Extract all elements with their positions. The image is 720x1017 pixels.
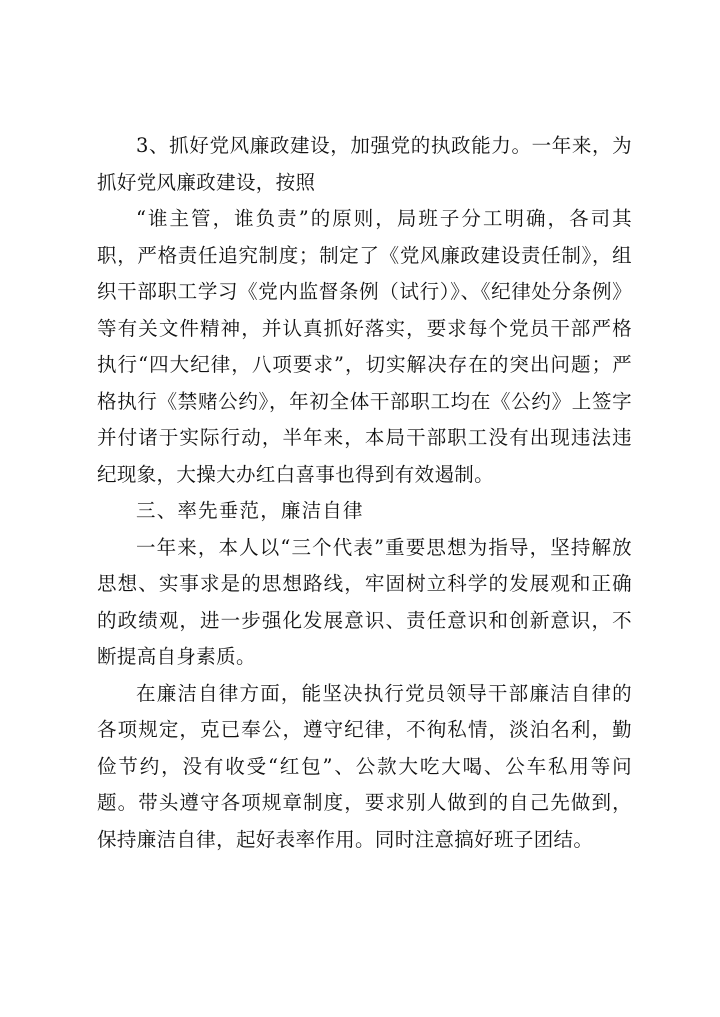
paragraph-guiding-thought: 一年来，本人以“三个代表”重要思想为指导，坚持解放思想、实事求是的思想路线，牢固树立科学的发展观和正确的政绩观，进一步强化发展意识、责任意识和创新意识，不断提高自身素质。 bbox=[97, 535, 632, 668]
paragraph-integrity: 在廉洁自律方面，能坚决执行党员领导干部廉洁自律的各项规定，克已奉公，遵守纪律，不徇私情，淡泊名利，勤俭节约，没有收受“红包”、公款大吃大喝、公车私用等问题。带头遵守各项规章制度，要求别人做到的自己先做到，保持廉洁自律，起好表率作用。同时注意搞好班子团结。 bbox=[97, 681, 632, 851]
section-heading-self-discipline: 三、率先垂范，廉洁自律 bbox=[136, 499, 364, 522]
paragraph-responsibility: “谁主管，谁负责”的原则，局班子分工明确，各司其职，严格责任追究制度；制定了《党风廉政建设责任制》，组织干部职工学习《党内监督条例（试行）》、《纪律处分条例》等有关文件精神，并认真抓好落实，要求每个党员干部严格执行“四大纪律，八项要求”，切实解决存在的突出问题；严格执行《禁赌公约》，年初全体干部职工均在《公约》上签字并付诸于实际行动，半年来，本局干部职工没有出现违法违纪现象，大操大办红白喜事也得到有效遏制。 bbox=[97, 207, 632, 486]
paragraph-party-conduct: 3、抓好党风廉政建设，加强党的执政能力。一年来，为抓好党风廉政建设，按照 bbox=[97, 134, 632, 194]
document-body bbox=[97, 128, 632, 858]
